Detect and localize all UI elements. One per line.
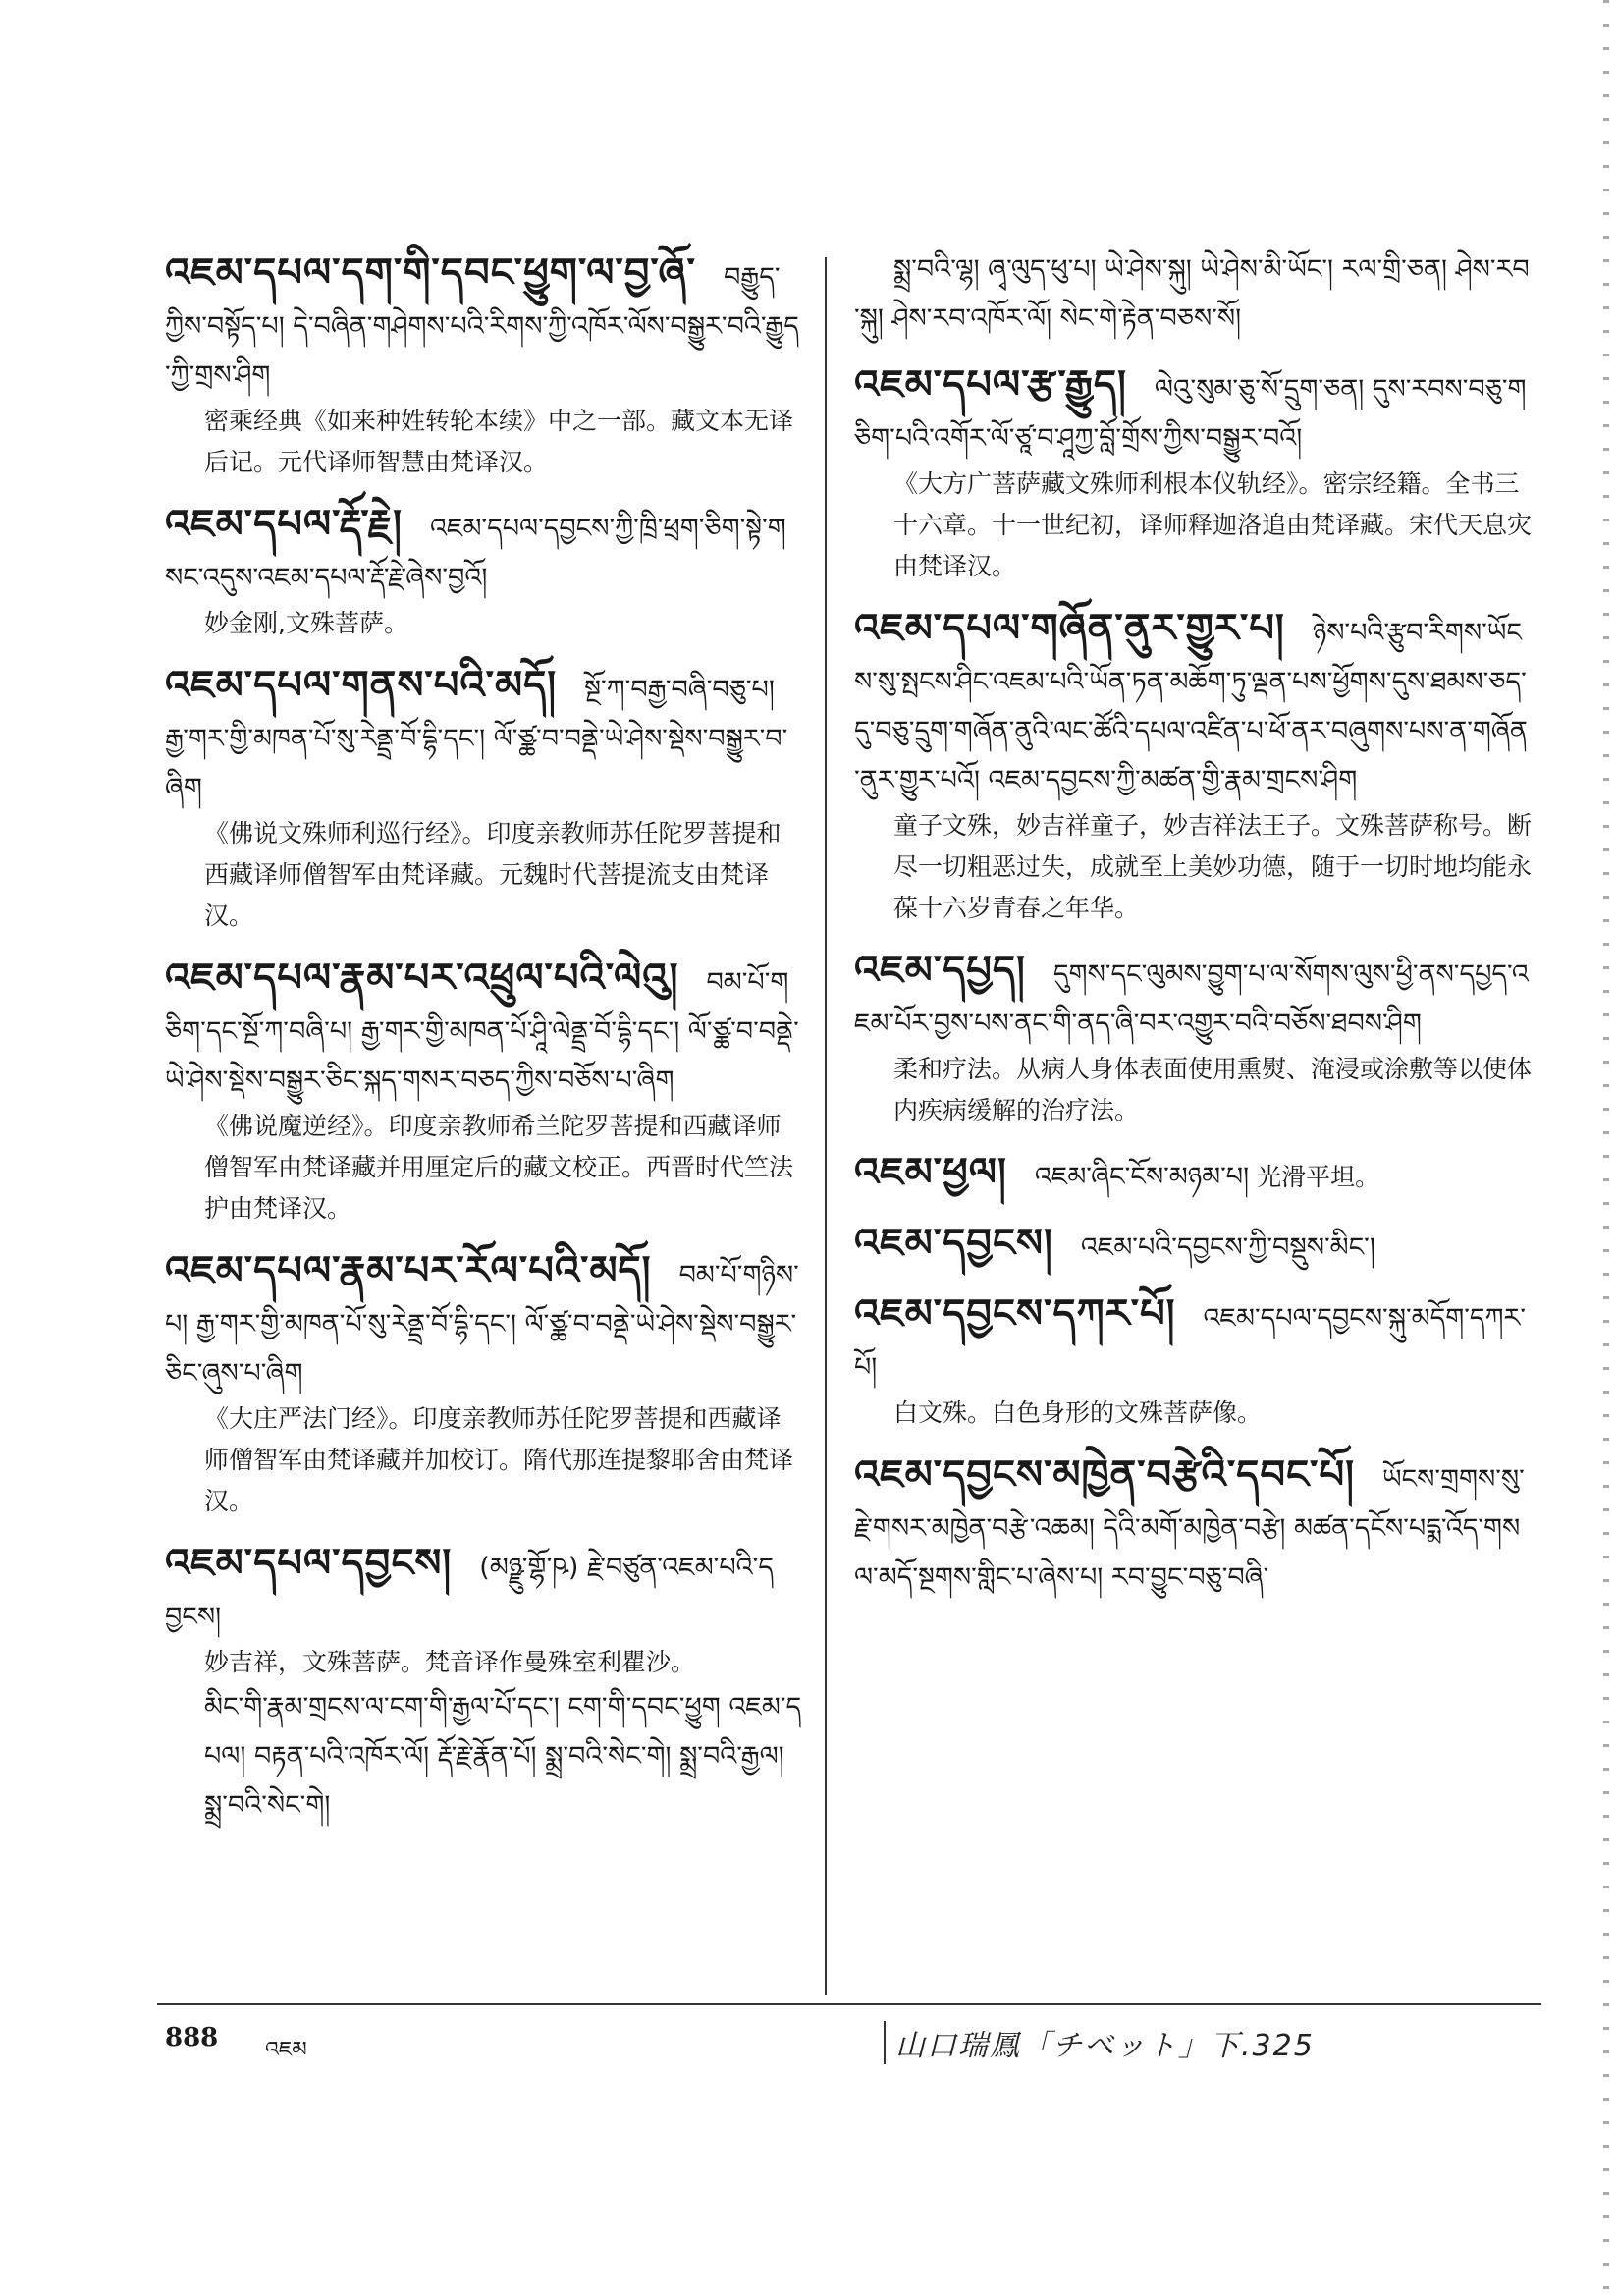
entry-head-line [165, 497, 803, 603]
entry-tibetan-definition: ཡོངས་གྲགས་སུ་རྗེ་གསར་མཁྱེན་བརྩེ་འཆམ། དེའི་མགོ་མཁྱེན་བརྩེ། མཚན་དངོས་པདྨ་འོད་གསལ་མདོ་སྔགས་གླིང་པ་ཞེས་པ། རབ་བྱུང་བཅུ་བཞི་ [854, 1464, 1525, 1593]
dictionary-entry [165, 1536, 803, 1831]
running-head: འཇམ [265, 2038, 307, 2062]
dictionary-entry [854, 357, 1532, 587]
handwritten-note: 山口瑞鳳「チベット」下.325 [884, 2021, 1315, 2064]
column-divider [825, 257, 827, 1995]
dictionary-entry [854, 246, 1532, 344]
entry-tibetan-definition: འཇམ་པའི་དབྱངས་ཀྱི་བསྡུས་མིང་། [1080, 1232, 1375, 1263]
entry-tibetan-definition: འཇམ་ཞིང་ངོས་མཉམ་པ། [1034, 1162, 1250, 1192]
entry-headword: འཇམ་དབྱངས། [854, 1221, 1053, 1266]
entry-tibetan-definition: དུགས་དང་ལུམས་བྱུག་པ་ལ་སོགས་ལུས་ཕྱི་ནས་དཔྱད་འཇམ་པོར་བྱས་པས་ནང་གི་ནད་ཞི་བར་འགྱུར་བའི་བཅོས་ཐབས་ཤིག [854, 959, 1529, 1039]
entry-head-line [165, 246, 803, 401]
entry-tibetan-definition: ལེའུ་སུམ་ཅུ་སོ་དྲུག་ཅན། དུས་རབས་བཅུ་གཅིག་པའི་འགོར་ལོ་ཙཱ་བ་ཤཱཀྱ་བློ་གྲོས་ཀྱིས་བསྒྱུར་བའོ། [854, 374, 1527, 454]
entry-headword: འཇམ་དཔལ་དབྱངས། [165, 1541, 453, 1586]
dictionary-entry [854, 1216, 1532, 1273]
dictionary-entry [165, 951, 803, 1230]
entry-headword: འཇམ་དཔྱད། [854, 948, 1026, 993]
entry-chinese-gloss: 柔和疗法。从病人身体表面使用熏熨、淹浸或涂敷等以使体内疾病缓解的治疗法。 [893, 1055, 1533, 1124]
entry-head-line [854, 357, 1532, 464]
entry-chinese-gloss: 密乘经典《如来种姓转轮本续》中之一部。藏文本无译后记。元代译师智慧由梵译汉。 [204, 407, 794, 476]
entry-chinese-gloss: 白文殊。白色身形的文殊菩萨像。 [893, 1398, 1263, 1427]
entry-tibetan-definition: བརྒྱུད་ཀྱིས་བསྟོད་པ། དེ་བཞིན་གཤེགས་པའི་རིགས་ཀྱི་འཁོར་ལོས་བསྒྱུར་བའི་རྒྱུད་ཀྱི་གྲས་ཤིག [165, 262, 799, 391]
entry-headword: འཇམ་དཔལ་རྩ་རྒྱུད། [854, 362, 1127, 408]
footer-rule [157, 2003, 1541, 2005]
entry-chinese-gloss: 《佛说魔逆经》。印度亲教师希兰陀罗菩提和西藏译师僧智军由梵译藏并用厘定后的藏文校正。西晋时代竺法护由梵译汉。 [204, 1112, 794, 1223]
entry-headword: འཇམ་དཔལ་རྣམ་པར་རོལ་པའི་མདོ། [165, 1248, 652, 1293]
entry-chinese-gloss: 《佛说文殊师利巡行经》。印度亲教师苏任陀罗菩提和西藏译师僧智军由梵译藏。元魏时代菩提流支由梵译汉。 [204, 819, 782, 930]
entry-tibetan-definition: སྨྲ་བའི་ལྷ། ཞྭ་ལུད་ཕུ་པ། ཡེ་ཤེས་སྐུ། ཡེ་ཤེས་མི་ཡོང་། རལ་གྲི་ཅན། ཤེས་རབ་སྐུ། ཤེས་རབ་འཁོར་ལོ། སེང་གེ་རྟེན་བཅས་སོ། [854, 254, 1530, 334]
entry-headword: འཇམ་ཕྱལ། [854, 1150, 1007, 1195]
entry-tibetan-synonyms: མིང་གི་རྣམ་གྲངས་ལ་ངག་གི་རྒྱལ་པོ་དང་། ངག་གི་དབང་ཕྱུག འཇམ་དཔལ། བརྟན་པའི་འཁོར་ལོ། རྡོ་རྗེ་རྣོན་པོ། སྨྲ་བའི་སེང་གེ། སྨྲ་བའི་རྒྱལ། སྨྲ་བའི་སེང་གེ། [204, 1692, 802, 1821]
entry-headword: འཇམ་དབྱངས་མཁྱེན་བརྩེའི་དབང་པོ། [854, 1452, 1355, 1498]
left-column [165, 246, 803, 1844]
entry-head-line [165, 951, 803, 1106]
entry-head-line [165, 658, 803, 813]
entry-headword: འཇམ་དཔལ་གཞོན་ནུར་གྱུར་པ། [854, 606, 1285, 651]
dictionary-entry [165, 1243, 803, 1522]
entry-headword: འཇམ་དཔལ་དག་གི་དབང་ཕྱུག་ལ་བྱ་ཞོ་ [165, 250, 696, 296]
entry-chinese-gloss: 童子文殊，妙吉祥童子，妙吉祥法王子。文殊菩萨称号。断尽一切粗恶过失，成就至上美妙功德，随于一切时地均能永葆十六岁青春之年华。 [893, 811, 1533, 922]
right-column [854, 246, 1532, 1616]
dictionary-entry [165, 246, 803, 483]
entry-tibetan-definition: བམ་པོ་གཅིག་དང་སྔོ་ཀ་བཞི་པ། རྒྱ་གར་གྱི་མཁན་པོ་ཤཱི་ལེནྡྲ་བོ་དྷི་དང་། ལོ་ཙྪ་བ་བནྡེ་ཡེ་ཤེས་སྡེས་བསྒྱུར་ཅིང་སྐད་གསར་བཅད་ཀྱིས་བཅོས་པ་ཞིག [165, 967, 799, 1096]
entry-head-line [854, 1448, 1532, 1603]
entry-tibetan-definition: ཉེས་པའི་རྩུབ་རིགས་ཡོངས་སུ་སྤངས་ཤིང་འཇམ་པའི་ཡོན་ཏན་མཆོག་ཏུ་ལྡན་པས་ཕྱོགས་དུས་ཐམས་ཅད་དུ་བཅུ་དྲུག་གཞོན་ནུའི་ལང་ཚོའི་དཔལ་འཛིན་པ་ཕོ་ནར་བཞུགས་པས་ན་གཞོན་ནུར་གྱུར་པའོ། འཇམ་དབྱངས་ཀྱི་མཚན་གྱི་རྣམ་གྲངས་ཤིག [854, 618, 1528, 795]
entry-chinese-gloss: 妙金刚,文殊菩萨。 [204, 609, 408, 637]
entry-head-line [854, 601, 1532, 805]
entry-tibetan-definition: འཇམ་དཔལ་དབྱངས་སྐུ་མདོག་དཀར་པོ། [854, 1303, 1527, 1383]
entry-chinese-gloss: 《大庄严法门经》。印度亲教师苏任陀罗菩提和西藏译师僧智军由梵译藏并加校订。隋代那连提黎耶舍由梵译汉。 [204, 1404, 794, 1515]
dictionary-entry [854, 1286, 1532, 1434]
scan-edge-marks [1603, 0, 1609, 2296]
entry-head-line [854, 1145, 1532, 1202]
entry-tibetan-definition: འཇམ་དཔལ་དབྱངས་ཀྱི་ཁྲི་ཕྲག་ཅིག་སྟེ་གསང་འདུས་འཇམ་དཔལ་རྡོ་རྗེ་ཞེས་བྱའོ། [165, 514, 786, 593]
entry-head-line [165, 1536, 803, 1642]
entry-tibetan-definition: (མཉྫུ་གྷོ་ཥ) རྗེ་བཙུན་འཇམ་པའི་དབྱངས། [165, 1553, 774, 1632]
entry-tibetan-definition: སྔོ་ཀ་བརྒྱ་བཞི་བཅུ་པ། རྒྱ་གར་གྱི་མཁན་པོ་སུ་རེནྡྲ་བོ་དྷི་དང་། ལོ་ཙྪ་བ་བནྡེ་ཡེ་ཤེས་སྡེས་བསྒྱུར་བ་ཞིག [165, 675, 788, 803]
entry-tibetan-definition: བམ་པོ་གཉིས་པ། རྒྱ་གར་གྱི་མཁན་པོ་སུ་རེནྡྲ་བོ་དྷི་དང་། ལོ་ཙྪ་བ་བནྡེ་ཡེ་ཤེས་སྡེས་བསྒྱུར་ཅིང་ཞུས་པ་ཞིག [165, 1260, 799, 1389]
entry-head-line [854, 1216, 1532, 1273]
entry-headword: འཇམ་དབྱངས་དཀར་པོ། [854, 1291, 1176, 1337]
entry-headword: འཇམ་དཔལ་གནས་པའི་མདོ། [165, 663, 558, 708]
dictionary-entry [854, 943, 1532, 1131]
dictionary-entry [854, 1145, 1532, 1202]
dictionary-entry [165, 658, 803, 937]
dictionary-entry [165, 497, 803, 644]
dictionary-entry [854, 1448, 1532, 1603]
entry-chinese-gloss: 《大方广菩萨藏文殊师利根本仪轨经》。密宗经籍。全书三十六章。十一世纪初，译师释迦洛追由梵译藏。宋代天息灾由梵译汉。 [893, 469, 1533, 580]
entry-headword: འཇམ་དཔལ་རྡོ་རྗེ། [165, 502, 403, 547]
dictionary-entry [854, 601, 1532, 929]
entry-head-line [854, 1286, 1532, 1393]
entry-head-line [854, 246, 1532, 344]
entry-head-line [165, 1243, 803, 1398]
entry-head-line [854, 943, 1532, 1049]
entry-headword: འཇམ་དཔལ་རྣམ་པར་འཕྲུལ་པའི་ལེའུ། [165, 956, 679, 1001]
entry-chinese-gloss: 光滑平坦。 [1257, 1163, 1380, 1191]
entry-chinese-gloss: 妙吉祥，文殊菩萨。梵音译作曼殊室利瞿沙。 [204, 1648, 696, 1676]
page-number: 888 [165, 2023, 219, 2052]
